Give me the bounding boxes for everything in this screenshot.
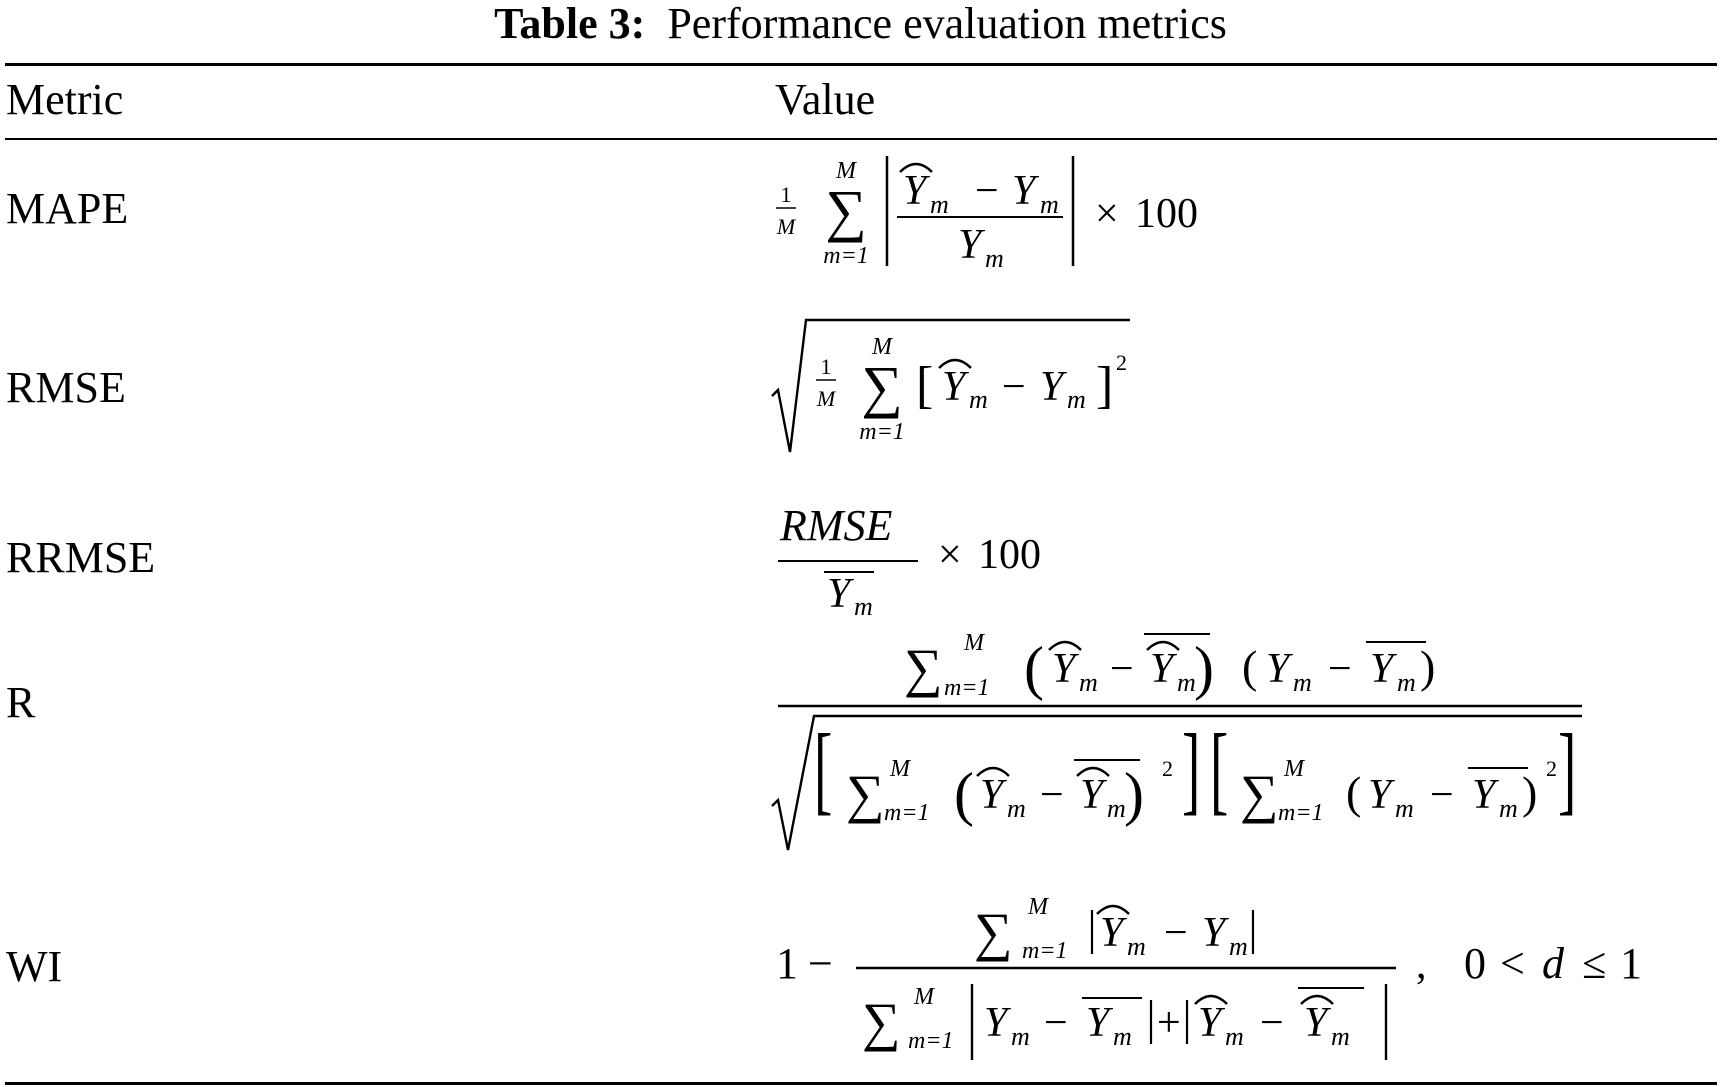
- svg-text:∑: ∑: [861, 354, 903, 419]
- svg-text:∑: ∑: [846, 764, 885, 824]
- svg-text:−: −: [808, 939, 833, 988]
- rrmse-formula: [770, 495, 1090, 625]
- table-title: Performance evaluation metrics: [667, 0, 1227, 48]
- svg-text:0: 0: [1464, 939, 1486, 988]
- svg-text:M: M: [964, 630, 984, 656]
- svg-text:m: m: [930, 190, 949, 219]
- svg-text:Y: Y: [903, 168, 927, 214]
- rmse-formula: [770, 312, 1170, 457]
- svg-text:m: m: [985, 244, 1004, 273]
- svg-text:m=1: m=1: [908, 1028, 954, 1054]
- svg-text:]: ]: [1558, 714, 1577, 825]
- svg-text:Y: Y: [1012, 168, 1036, 214]
- wi-formula: [770, 888, 1670, 1068]
- svg-text:Y: Y: [827, 571, 851, 617]
- svg-text:): ): [1124, 761, 1144, 827]
- svg-text:m=1: m=1: [944, 675, 990, 701]
- svg-text:m: m: [1011, 1022, 1030, 1051]
- svg-text:1: 1: [780, 182, 792, 207]
- metric-label-rrmse: RRMSE: [6, 533, 156, 582]
- svg-text:M: M: [872, 334, 892, 360]
- svg-text:[: [: [814, 714, 833, 825]
- svg-text:−: −: [1002, 364, 1026, 410]
- metric-label-wi: WI: [6, 942, 63, 991]
- svg-text:−: −: [975, 168, 999, 214]
- svg-text:]: ]: [1182, 714, 1201, 825]
- svg-text:m: m: [1225, 1022, 1244, 1051]
- svg-text:,: ,: [1416, 942, 1427, 988]
- svg-text:(: (: [1024, 635, 1044, 701]
- top-rule: [5, 63, 1717, 66]
- header-rule: [5, 138, 1717, 140]
- svg-text:Y: Y: [1368, 772, 1392, 818]
- svg-text:∑: ∑: [1240, 764, 1279, 824]
- svg-text:Y: Y: [958, 222, 982, 268]
- svg-text:∑: ∑: [904, 638, 943, 698]
- svg-text:m: m: [969, 385, 988, 414]
- header-metric: Metric: [6, 75, 124, 124]
- svg-text:M: M: [914, 984, 934, 1010]
- svg-text:m: m: [1229, 932, 1248, 961]
- svg-text:M: M: [836, 158, 856, 184]
- svg-text:Y: Y: [980, 772, 1004, 818]
- svg-text:Y: Y: [1080, 772, 1104, 818]
- svg-text:m: m: [1113, 1022, 1132, 1051]
- svg-text:Y: Y: [1052, 646, 1076, 692]
- svg-text:M: M: [890, 756, 910, 782]
- svg-text:−: −: [1164, 910, 1188, 956]
- svg-text:): ): [1522, 767, 1538, 818]
- svg-text:Y: Y: [1266, 646, 1290, 692]
- svg-text:∑: ∑: [825, 178, 867, 243]
- svg-text:−: −: [1260, 1000, 1284, 1046]
- svg-text:Y: Y: [1198, 1000, 1222, 1046]
- svg-text:m: m: [1293, 668, 1312, 697]
- svg-text:m: m: [1177, 668, 1196, 697]
- svg-text:−: −: [1430, 772, 1454, 818]
- svg-text:1: 1: [776, 939, 798, 988]
- r-formula: [770, 620, 1590, 860]
- svg-text:≤: ≤: [1582, 939, 1607, 988]
- svg-text:m=1: m=1: [1022, 938, 1068, 964]
- svg-text:(: (: [1346, 767, 1362, 818]
- svg-text:×: ×: [938, 532, 962, 578]
- svg-text:100: 100: [978, 532, 1041, 578]
- svg-text:RMSE: RMSE: [780, 501, 893, 550]
- mape-formula: [770, 150, 1290, 275]
- table-caption: [0, 0, 1721, 48]
- svg-text:m: m: [1079, 668, 1098, 697]
- metric-label-rmse: RMSE: [6, 363, 126, 412]
- svg-text:m: m: [1107, 794, 1126, 823]
- svg-text:m: m: [1127, 932, 1146, 961]
- svg-text:2: 2: [1162, 756, 1173, 781]
- svg-text:m=1: m=1: [884, 800, 930, 826]
- svg-text:m: m: [854, 592, 873, 621]
- svg-text:m=1: m=1: [859, 419, 905, 445]
- svg-text:M: M: [1028, 894, 1048, 920]
- svg-text:Y: Y: [1202, 910, 1226, 956]
- svg-text:1: 1: [820, 354, 832, 379]
- svg-text:+: +: [1157, 1000, 1181, 1046]
- svg-text:2: 2: [1116, 350, 1127, 375]
- svg-text:2: 2: [1546, 756, 1557, 781]
- svg-text:−: −: [1044, 1000, 1068, 1046]
- svg-text:∑: ∑: [974, 902, 1013, 962]
- table-label: Table 3:: [494, 0, 646, 48]
- svg-text:×: ×: [1095, 191, 1119, 237]
- svg-text:m: m: [1397, 668, 1416, 697]
- svg-text:[: [: [1210, 714, 1229, 825]
- svg-text:<: <: [1500, 939, 1525, 988]
- svg-text:): ): [1420, 641, 1436, 692]
- svg-text:100: 100: [1135, 191, 1198, 237]
- svg-text:): ): [1194, 635, 1214, 701]
- svg-text:Y: Y: [1100, 910, 1124, 956]
- svg-text:m: m: [1395, 794, 1414, 823]
- svg-text:−: −: [1328, 646, 1352, 692]
- svg-text:(: (: [954, 761, 974, 827]
- svg-text:M: M: [1284, 756, 1304, 782]
- svg-text:]: ]: [1096, 357, 1114, 414]
- svg-text:−: −: [1110, 646, 1134, 692]
- svg-text:[: [: [916, 357, 934, 414]
- svg-text:m: m: [1007, 794, 1026, 823]
- svg-text:Y: Y: [1472, 772, 1496, 818]
- metric-label-mape: MAPE: [6, 184, 129, 233]
- svg-text:Y: Y: [1150, 646, 1174, 692]
- svg-text:m=1: m=1: [823, 243, 869, 269]
- svg-text:∑: ∑: [862, 992, 901, 1052]
- svg-text:Y: Y: [942, 364, 966, 410]
- svg-text:M: M: [816, 386, 836, 411]
- svg-text:m=1: m=1: [1278, 800, 1324, 826]
- bottom-rule: [5, 1082, 1717, 1085]
- svg-text:(: (: [1242, 641, 1258, 692]
- metric-label-r: R: [6, 678, 36, 727]
- svg-text:1: 1: [1620, 939, 1642, 988]
- svg-text:−: −: [1040, 772, 1064, 818]
- header-value: Value: [775, 75, 876, 124]
- svg-text:m: m: [1499, 794, 1518, 823]
- svg-text:Y: Y: [1304, 1000, 1328, 1046]
- svg-text:m: m: [1331, 1022, 1350, 1051]
- svg-text:Y: Y: [984, 1000, 1008, 1046]
- svg-text:Y: Y: [1370, 646, 1394, 692]
- svg-text:d: d: [1542, 939, 1564, 988]
- svg-text:Y: Y: [1086, 1000, 1110, 1046]
- svg-text:M: M: [776, 214, 796, 239]
- svg-text:m: m: [1040, 190, 1059, 219]
- svg-text:m: m: [1067, 385, 1086, 414]
- svg-text:Y: Y: [1040, 364, 1064, 410]
